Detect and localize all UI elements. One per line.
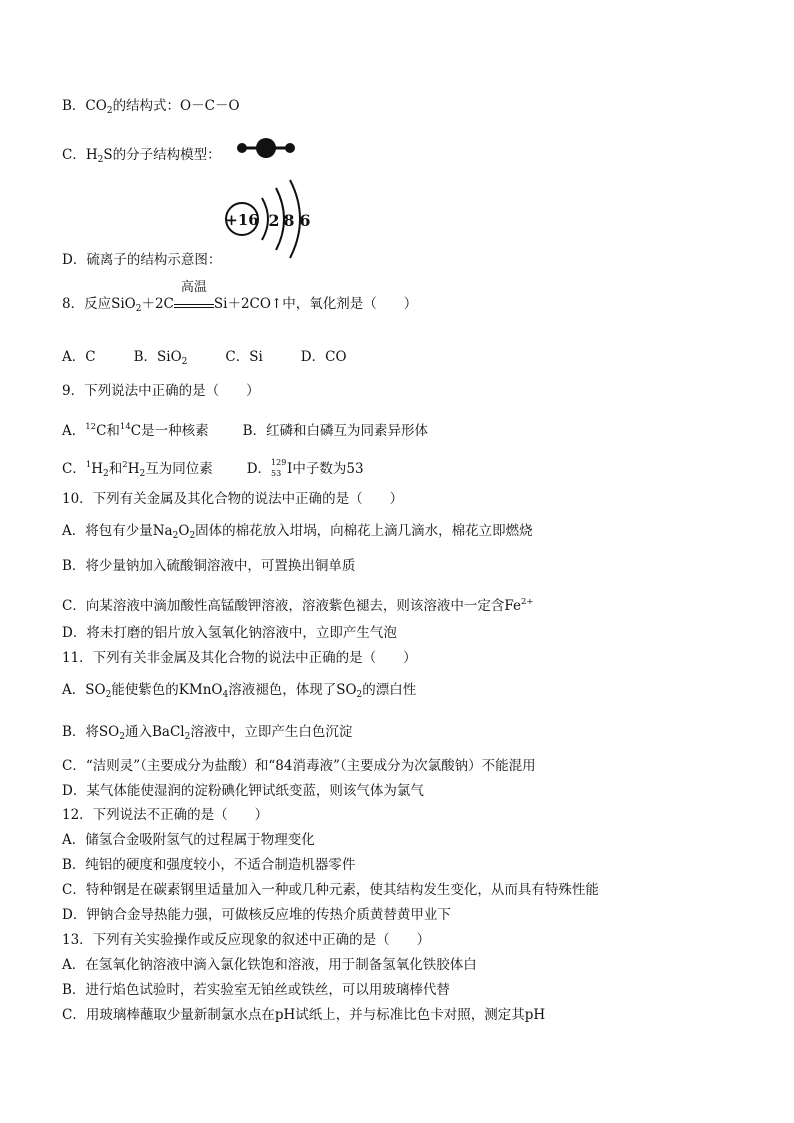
option-7c: C．$H_2S$的分子结构模型： <box>62 147 221 165</box>
shell-3-count: 6 <box>299 211 311 230</box>
question-9-ab: A．$^{12}$C和$^{14}$C是一种核素 B．红磷和白磷互为同素异形体 <box>62 422 429 439</box>
option-11d: D．某气体能使湿润的淀粉碘化钾试纸变蓝，则该气体为氯气 <box>62 783 424 799</box>
question-9-cd: C．$^1H_2$和$^2H_2$互为同位素 D． 129 53 I中子数为53 <box>62 458 364 479</box>
shell-1-count: 2 <box>268 211 280 230</box>
option-10d: D．将未打磨的铝片放入氢氧化钠溶液中，立即产生气泡 <box>62 625 397 641</box>
question-13: 13．下列有关实验操作或反应现象的叙述中正确的是（ ） <box>62 932 431 948</box>
question-8: 8．反应SiO$_2$＋2C 高温 Si＋2CO↑中，氧化剂是（ ） <box>62 280 418 314</box>
option-10a: A．将包有少量$Na_2O_2$固体的棉花放入坩埚，向棉花上滴几滴水，棉花立即燃烧 <box>62 523 533 541</box>
option-11b: B．将$SO_2$通入BaCl$_2$溶液中，立即产生白色沉淀 <box>62 724 353 742</box>
h2s-model-icon <box>234 136 298 160</box>
option-12c: C．特种钢是在碳素钢里适量加入一种或几种元素，使其结构发生变化，从而具有特殊性能 <box>62 882 599 898</box>
option-7b: B．$CO_2$的结构式：O－C－O <box>62 98 240 116</box>
option-10b: B．将少量钠加入硫酸铜溶液中，可置换出铜单质 <box>62 558 356 574</box>
question-10: 10．下列有关金属及其化合物的说法中正确的是（ ） <box>62 491 404 507</box>
option-13b: B．进行焰色试验时，若实验室无铂丝或铁丝，可以用玻璃棒代替 <box>62 982 450 998</box>
sulfide-ion-structure-diagram <box>222 176 322 262</box>
question-11: 11．下列有关非金属及其化合物的说法中正确的是（ ） <box>62 650 417 666</box>
option-12a: A．储氢合金吸附氢气的过程属于物理变化 <box>62 832 315 848</box>
option-11c: C．“洁则灵”（主要成分为盐酸）和“84消毒液”（主要成分为次氯酸钠）不能混用 <box>62 758 536 774</box>
option-13c: C．用玻璃棒蘸取少量新制氯水点在pH试纸上，并与标准比色卡对照，测定其pH <box>62 1007 546 1023</box>
shell-2-count: 8 <box>283 211 295 230</box>
question-12: 12．下列说法不正确的是（ ） <box>62 807 269 823</box>
option-10c: C．向某溶液中滴加酸性高锰酸钾溶液，溶液紫色褪去，则该溶液中一定含$Fe^{2+}$ <box>62 597 534 614</box>
reaction-condition: 高温 <box>174 295 214 308</box>
option-7d: D．硫离子的结构示意图： <box>62 252 222 268</box>
option-12d: D．钾钠合金导热能力强，可做核反应堆的传热介质黄替黄甲业下 <box>62 907 451 923</box>
option-12b: B．纯铝的硬度和强度较小，不适合制造机器零件 <box>62 857 356 873</box>
option-13a: A．在氢氧化钠溶液中滴入氯化铁饱和溶液，用于制备氢氧化铁胶体白 <box>62 957 477 973</box>
option-11a: A．$SO_2$能使紫色的KMnO$_4$溶液褪色，体现了$SO_2$的漂白性 <box>62 682 417 700</box>
question-9: 9．下列说法中正确的是（ ） <box>62 383 260 399</box>
question-8-options: A．C B．SiO$_2$ C．Si D．CO <box>62 349 347 367</box>
nucleus-charge: +16 <box>225 211 259 229</box>
